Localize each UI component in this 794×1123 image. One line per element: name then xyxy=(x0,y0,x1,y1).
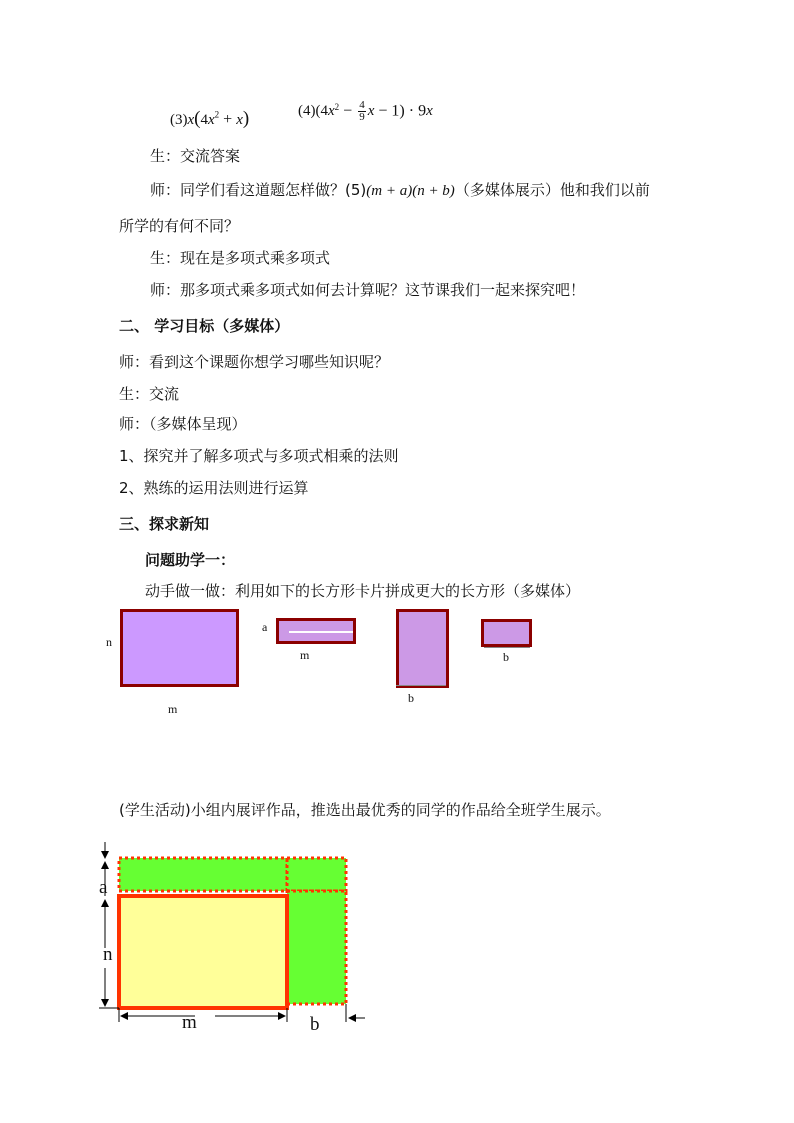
composite-label-m: m xyxy=(182,1012,197,1033)
green-top-strip xyxy=(119,858,287,891)
goal-item-1: 1、探究并了解多项式与多项式相乘的法则 xyxy=(119,447,399,465)
composite-rectangle-figure xyxy=(95,838,370,1038)
line-student-exchange: 生：交流 xyxy=(119,385,180,403)
card-small-edge xyxy=(484,647,530,648)
card-wide-edge xyxy=(289,631,353,633)
composite-label-n: n xyxy=(103,944,113,965)
line-teacher-question: 师：同学们看这道题怎样做？(5)(m + a)(n + b)（多媒体展示）他和我们以前 xyxy=(150,181,650,199)
green-corner-square xyxy=(287,858,346,891)
line-hands-on: 动手做一做：利用如下的长方形卡片拼成更大的长方形（多媒体） xyxy=(145,582,581,600)
line-student-polynomial: 生：现在是多项式乘多项式 xyxy=(150,249,331,267)
goal-item-2: 2、熟练的运用法则进行运算 xyxy=(119,479,309,497)
composite-label-b: b xyxy=(310,1014,320,1035)
card-tall-edge xyxy=(396,685,446,686)
card-label-b1: b xyxy=(408,691,414,705)
heading-explore: 三、探求新知 xyxy=(119,515,210,533)
line-student-activity: (学生活动)小组内展评作品，推选出最优秀的同学的作品给全班学生展示。 xyxy=(119,801,611,819)
fraction: $\frac{4}{9}$ xyxy=(359,99,365,123)
line-teacher-explore: 师：那多项式乘多项式如何去计算呢？这节课我们一起来探究吧！ xyxy=(150,281,586,299)
card-wide xyxy=(276,618,356,644)
card-label-m2: m xyxy=(300,648,310,662)
card-tall xyxy=(396,609,449,688)
card-small xyxy=(481,619,532,647)
card-label-n: n xyxy=(106,635,112,649)
expression-3: $(3)x(4x^2 + x)$ xyxy=(170,108,250,129)
card-label-a: a xyxy=(262,620,268,634)
line-difference: 所学的有何不同？ xyxy=(119,217,240,235)
line-teacher-present: 师：（多媒体呈现） xyxy=(119,415,247,433)
line-student-answer: 生：交流答案 xyxy=(150,147,241,165)
green-right-strip xyxy=(287,891,346,1004)
card-label-m: m xyxy=(168,702,178,716)
heading-learning-goals: 二、 学习目标（多媒体） xyxy=(119,317,290,335)
expression-4: $(4)(4x^2$ − $\frac{4}{9}$ x − 1) · 9x xyxy=(298,99,433,123)
card-label-b2: b xyxy=(503,650,509,664)
yellow-main-rect xyxy=(119,896,287,1008)
card-large xyxy=(120,609,239,687)
line-teacher-topic: 师：看到这个课题你想学习哪些知识呢？ xyxy=(119,353,390,371)
composite-label-a: a xyxy=(99,877,108,898)
subheading-problem-1: 问题助学一： xyxy=(145,551,236,569)
